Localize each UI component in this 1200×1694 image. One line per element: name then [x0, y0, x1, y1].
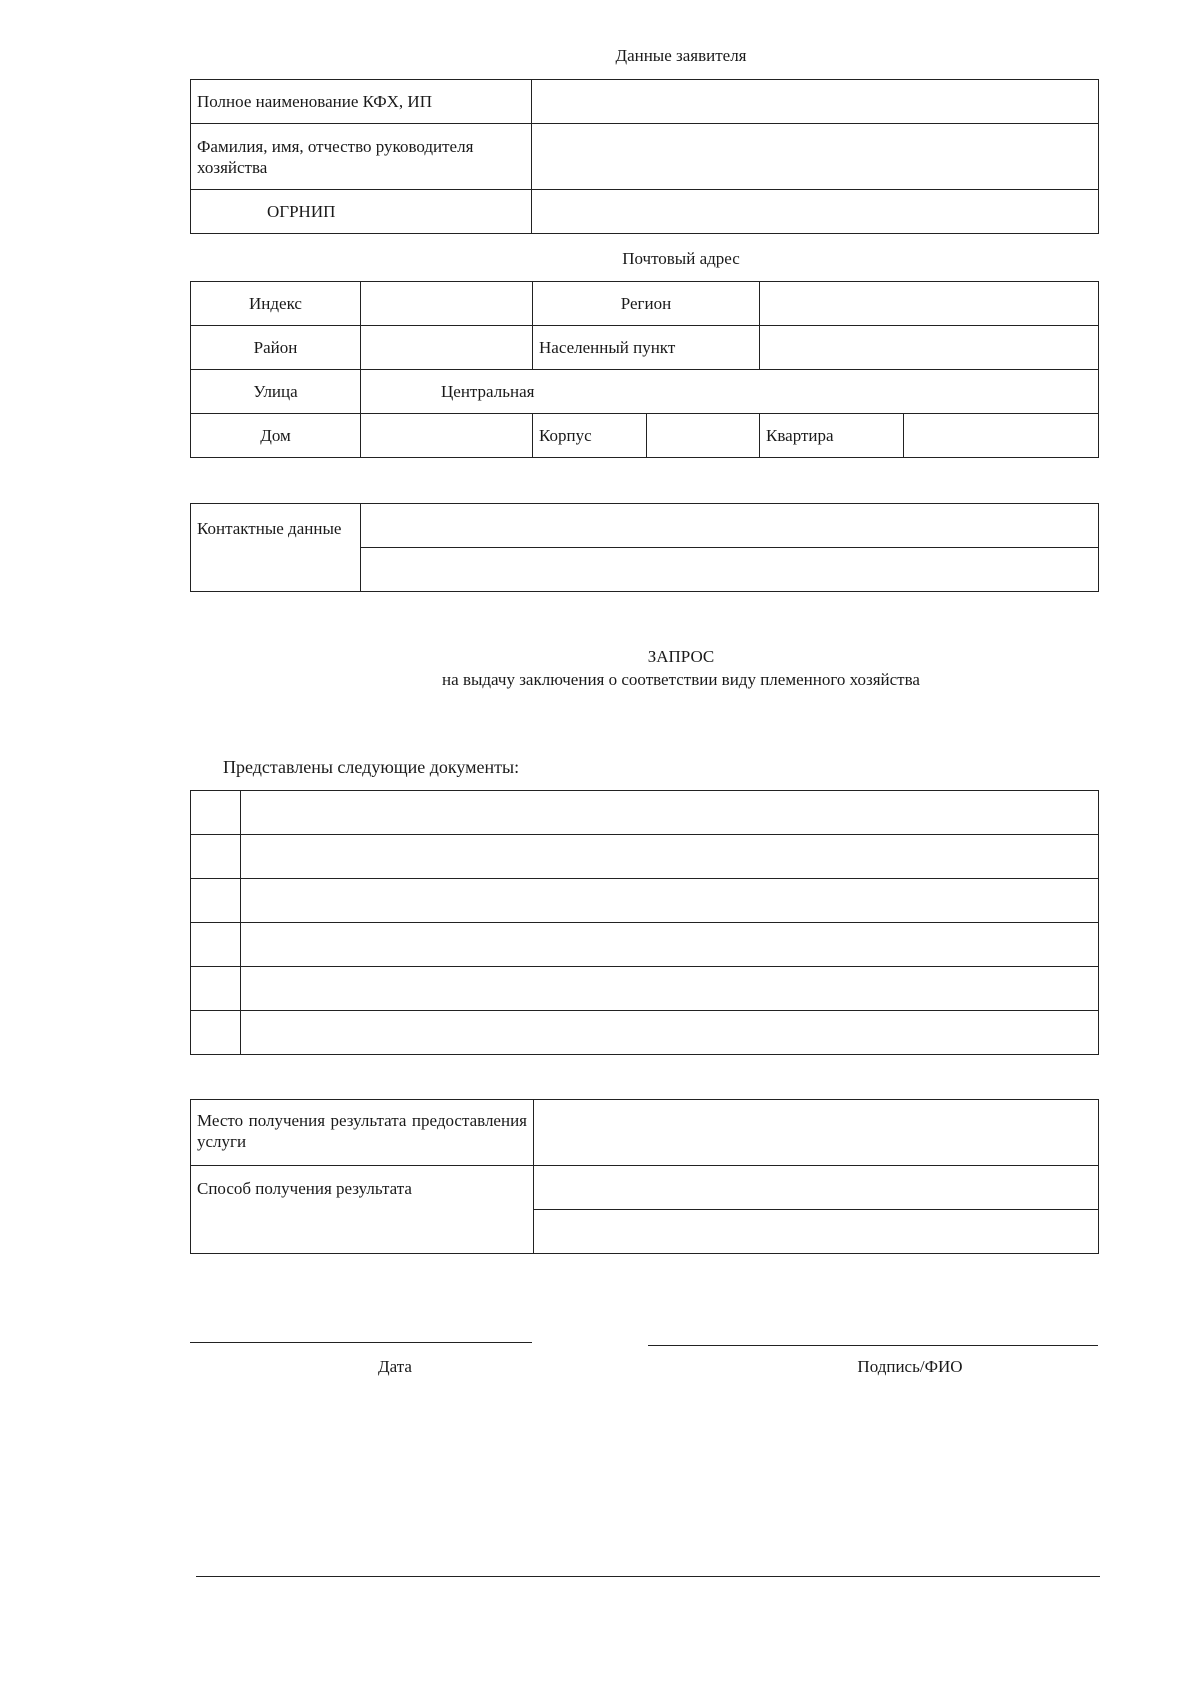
applicant-heading: Данные заявителя — [615, 46, 747, 65]
building-field[interactable] — [647, 414, 760, 458]
document-row — [191, 1011, 1099, 1055]
document-name-cell[interactable] — [241, 879, 1099, 923]
document-row — [191, 791, 1099, 835]
date-label: Дата — [378, 1357, 412, 1376]
document-number-cell[interactable] — [191, 791, 241, 835]
document-row — [191, 879, 1099, 923]
district-label: Район — [191, 326, 361, 370]
result-place-label: Место получения результата предоставления услуги — [191, 1100, 534, 1166]
head-name-label: Фамилия, имя, отчество руководителя хозяйства — [191, 124, 532, 190]
documents-label: Представлены следующие документы: — [223, 757, 520, 777]
full-name-label: Полное наименование КФХ, ИП — [191, 80, 532, 124]
request-title: ЗАПРОС — [647, 647, 715, 666]
district-field[interactable] — [361, 326, 533, 370]
contacts-table — [190, 503, 1099, 592]
postal-heading: Почтовый адрес — [622, 249, 740, 268]
result-method-field-2[interactable] — [534, 1210, 1099, 1254]
date-line[interactable] — [190, 1342, 532, 1343]
document-name-cell[interactable] — [241, 923, 1099, 967]
building-label: Корпус — [533, 414, 647, 458]
index-field[interactable] — [361, 282, 533, 326]
settlement-field[interactable] — [760, 326, 1099, 370]
result-place-field[interactable] — [534, 1100, 1099, 1166]
street-value: Центральная — [441, 382, 535, 401]
request-subtitle: на выдачу заключения о соответствии виду племенного хозяйства — [442, 670, 920, 689]
document-row — [191, 967, 1099, 1011]
document-number-cell[interactable] — [191, 879, 241, 923]
region-field[interactable] — [760, 282, 1099, 326]
document-number-cell[interactable] — [191, 1011, 241, 1055]
documents-table — [190, 790, 1099, 1055]
settlement-label: Населенный пункт — [533, 326, 760, 370]
house-label: Дом — [191, 414, 361, 458]
document-number-cell[interactable] — [191, 835, 241, 879]
document-name-cell[interactable] — [241, 835, 1099, 879]
contacts-field-2[interactable] — [361, 548, 1099, 592]
apartment-label: Квартира — [760, 414, 904, 458]
document-name-cell[interactable] — [241, 1011, 1099, 1055]
street-field[interactable] — [361, 370, 1099, 414]
full-name-field[interactable] — [532, 80, 1099, 124]
document-row — [191, 923, 1099, 967]
street-label: Улица — [191, 370, 361, 414]
document-number-cell[interactable] — [191, 967, 241, 1011]
house-field[interactable] — [361, 414, 533, 458]
postal-table — [190, 281, 1099, 458]
contacts-label: Контактные данные — [191, 504, 361, 592]
document-name-cell[interactable] — [241, 967, 1099, 1011]
document-number-cell[interactable] — [191, 923, 241, 967]
index-label: Индекс — [191, 282, 361, 326]
head-name-field[interactable] — [532, 124, 1099, 190]
bottom-divider — [196, 1576, 1100, 1577]
apartment-field[interactable] — [904, 414, 1099, 458]
ogrnip-field[interactable] — [532, 190, 1099, 234]
document-row — [191, 835, 1099, 879]
result-table — [190, 1099, 1099, 1254]
result-method-field-1[interactable] — [534, 1166, 1099, 1210]
document-name-cell[interactable] — [241, 791, 1099, 835]
result-method-label: Способ получения результата — [191, 1166, 534, 1254]
applicant-table — [190, 79, 1099, 234]
region-label: Регион — [533, 282, 760, 326]
signature-label: Подпись/ФИО — [857, 1357, 963, 1376]
contacts-field-1[interactable] — [361, 504, 1099, 548]
signature-line[interactable] — [648, 1345, 1098, 1346]
ogrnip-label: ОГРНИП — [191, 190, 532, 234]
